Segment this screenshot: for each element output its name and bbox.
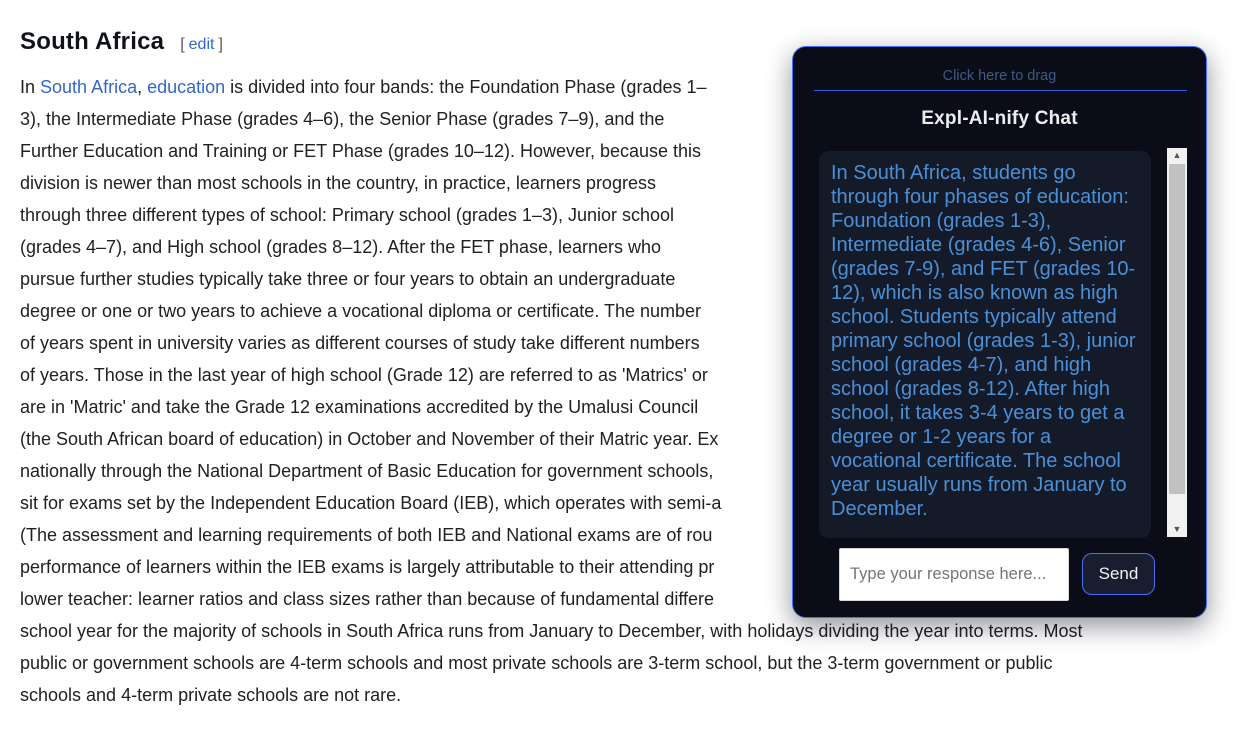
paragraph-line: lower teacher: learner ratios and class sizes rather than because of fundamental differe: [20, 589, 715, 609]
chat-scrollbar[interactable]: [1167, 148, 1187, 537]
paragraph-line: (grades 4–7), and High school (grades 8–12). After the FET phase, learners who: [20, 237, 662, 257]
drag-handle[interactable]: Click here to drag: [942, 68, 1057, 84]
paragraph-line: Further Education and Training or FET Phase (grades 10–12). However, because this: [20, 141, 702, 161]
paragraph-line: degree or one or two years to achieve a vocational diploma or certificate. The number: [20, 301, 702, 321]
paragraph-line: public or government schools are 4-term schools and most private schools are 3-term school, but the 3-term government or public: [20, 653, 1053, 673]
drag-divider: [814, 90, 1187, 91]
link-education[interactable]: education: [147, 77, 226, 97]
paragraph-line: division is newer than most schools in the country, in practice, learners progress: [20, 173, 656, 193]
paragraph-line: school year for the majority of schools in South Africa runs from January to December, with holidays dividing the year into terms. Most: [20, 621, 1083, 641]
scroll-up-icon[interactable]: ▲: [1167, 148, 1187, 163]
chat-message: In South Africa, students go through four phases of education: Foundation (grades 1-3), Intermediate (grades 4-6), Senior (grades 7-9), and FET (grades 10-12), which is also known as high school. Students typically attend primary school (grades 1-3), junior school (grades 4-7), and high school (grades 8-12). After high school, it takes 3-4 years to get a degree or 1-2 years for a vocational certificate. The school year usually runs from January to December.: [819, 151, 1151, 538]
edit-bracket-close: ]: [218, 36, 223, 53]
scrollbar-thumb[interactable]: [1169, 164, 1185, 494]
link-south-africa[interactable]: South Africa: [40, 77, 138, 97]
paragraph-line: (the South African board of education) in October and November of their Matric year. Ex: [20, 429, 719, 449]
paragraph-line: nationally through the National Department of Basic Education for government schools,: [20, 461, 714, 481]
section-title: South Africa: [20, 28, 165, 55]
edit-section: [180, 36, 223, 54]
paragraph-line: of years. Those in the last year of high school (Grade 12) are referred to as 'Matrics' or: [20, 365, 708, 385]
paragraph-line: sit for exams set by the Independent Education Board (IEB), which operates with semi-a: [20, 493, 722, 513]
chat-widget: [792, 46, 1207, 618]
section-heading-row: [20, 28, 223, 56]
edit-bracket-open: [: [180, 36, 185, 53]
scroll-down-icon[interactable]: ▼: [1167, 522, 1187, 537]
paragraph-line: are in 'Matric' and take the Grade 12 examinations accredited by the Umalusi Council: [20, 397, 699, 417]
intro-text-comma: ,: [137, 77, 148, 97]
paragraph-line: pursue further studies typically take three or four years to obtain an undergraduate: [20, 269, 676, 289]
paragraph-line: of years spent in university varies as different courses of study take different numbers: [20, 333, 700, 353]
paragraph-line: schools and 4-term private schools are not rare.: [20, 685, 402, 705]
paragraph-line: through three different types of school: Primary school (grades 1–3), Junior school: [20, 205, 675, 225]
intro-text-post: is divided into four bands: the Foundation Phase (grades 1–: [225, 77, 707, 97]
intro-text-pre: In: [20, 77, 41, 97]
chat-title: Expl-AI-nify Chat: [921, 108, 1078, 129]
edit-link[interactable]: edit: [188, 36, 215, 53]
chat-input[interactable]: [839, 548, 1069, 601]
paragraph-line: (The assessment and learning requirements of both IEB and National exams are of rou: [20, 525, 713, 545]
paragraph-line: performance of learners within the IEB exams is largely attributable to their attending pr: [20, 557, 715, 577]
send-button[interactable]: Send: [1082, 553, 1155, 595]
paragraph-line: 3), the Intermediate Phase (grades 4–6), the Senior Phase (grades 7–9), and the: [20, 109, 665, 129]
